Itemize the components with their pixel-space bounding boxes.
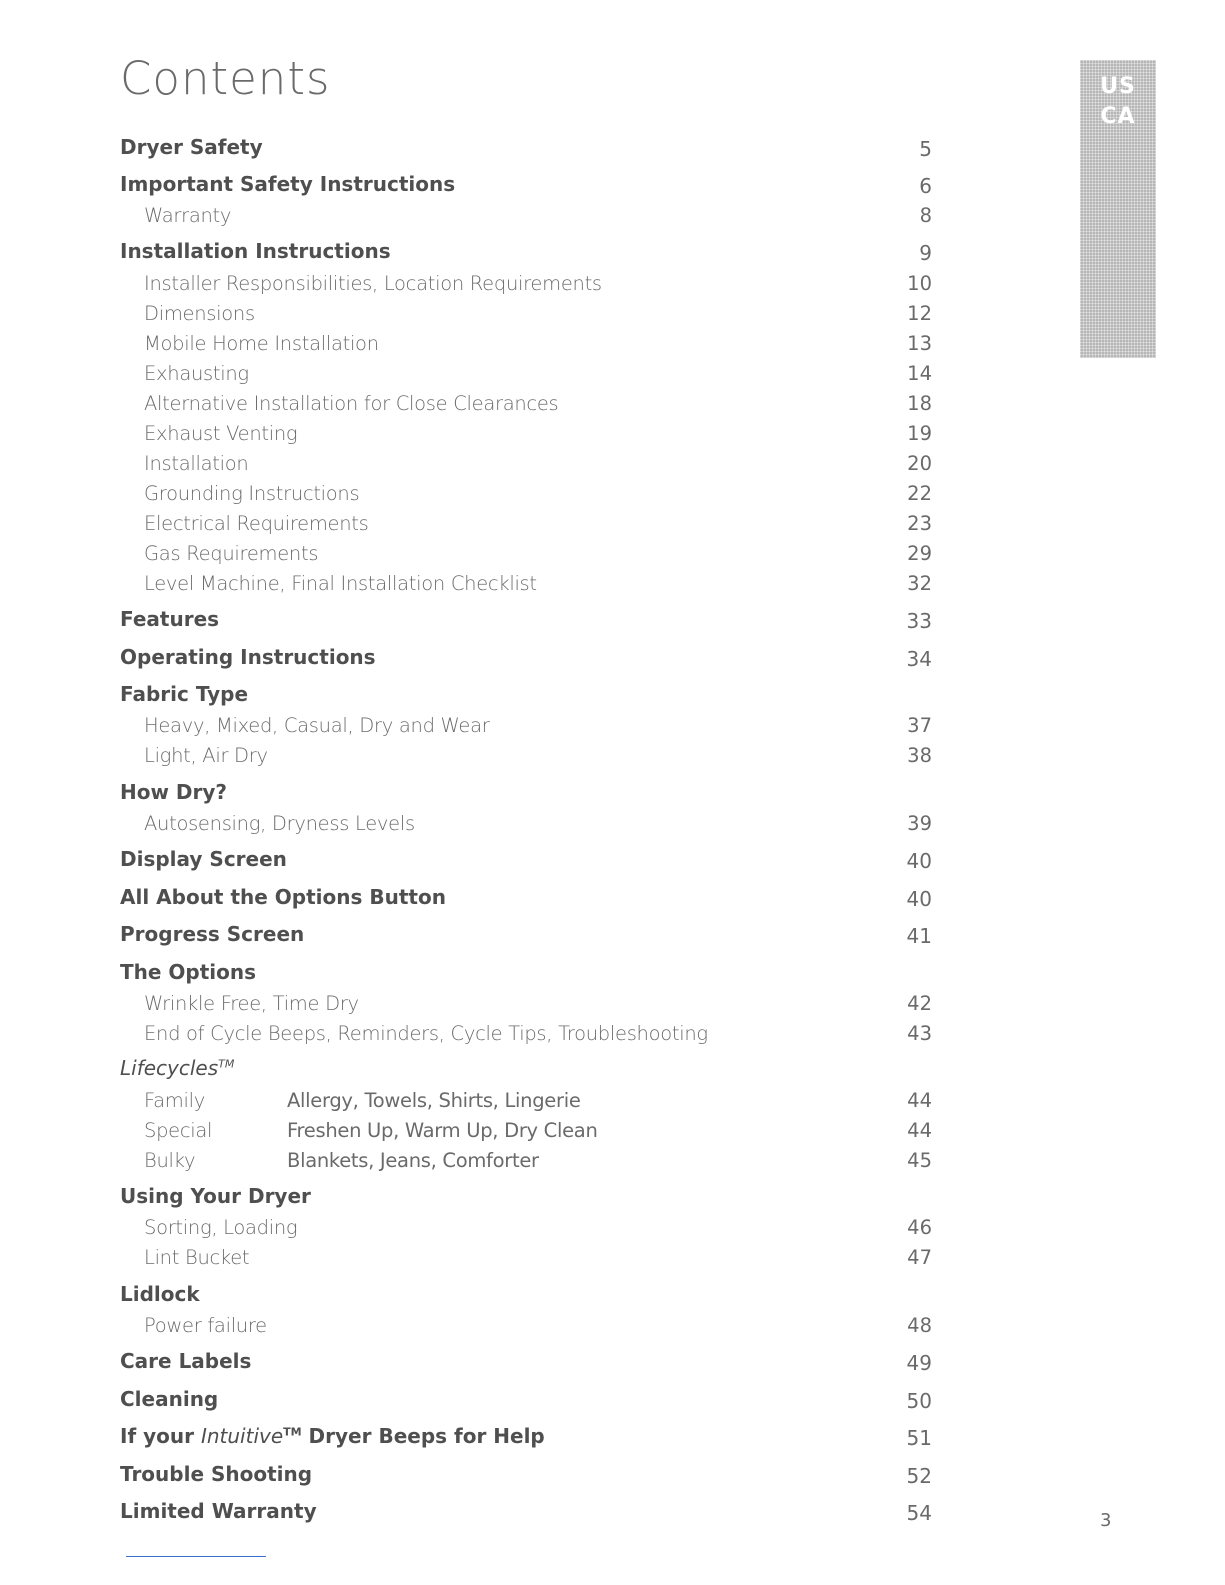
toc-entry-label: Special (144, 1119, 213, 1142)
toc-page-number: 12 (907, 302, 932, 325)
toc-entry-label: Wrinkle Free, Time Dry (144, 992, 359, 1015)
toc-entry-label: If your Intuitive™ Dryer Beeps for Help (120, 1424, 545, 1448)
toc-entry-label: Installation (144, 452, 249, 475)
toc-entry-label: Sorting, Loading (144, 1216, 298, 1239)
toc-entry-label: Lifecycles™ (120, 1056, 235, 1080)
toc-entry-label: Family (144, 1089, 205, 1112)
toc-page-number: 54 (906, 1501, 932, 1525)
toc-heading[interactable] (0, 1497, 1225, 1527)
toc-entry-label: How Dry? (120, 780, 228, 804)
toc-subentry[interactable] (0, 1085, 1225, 1115)
toc-subentry[interactable] (0, 808, 1225, 838)
toc-entry-label: Installer Responsibilities, Location Requirements (144, 272, 602, 295)
toc-page-number: 50 (906, 1389, 932, 1413)
toc-page-number: 41 (906, 924, 932, 948)
toc-heading[interactable] (0, 1460, 1225, 1490)
toc-entry-label: Features (120, 607, 220, 631)
toc-heading[interactable] (0, 778, 1225, 808)
toc-heading[interactable] (0, 1182, 1225, 1212)
toc-entry-label: Level Machine, Final Installation Checklist (144, 572, 537, 595)
toc-subentry[interactable] (0, 1115, 1225, 1145)
toc-subentry[interactable] (0, 1145, 1225, 1175)
toc-page-number: 40 (906, 887, 932, 911)
toc-entry-label: Care Labels (120, 1349, 252, 1373)
toc-page-number: 6 (919, 174, 932, 198)
toc-page-number: 29 (907, 542, 932, 565)
toc-subentry[interactable] (0, 988, 1225, 1018)
toc-page-number: 14 (907, 362, 932, 385)
toc-entry-label: Heavy, Mixed, Casual, Dry and Wear (144, 714, 490, 737)
toc-entry-label: Installation Instructions (120, 239, 391, 263)
toc-page-number: 13 (907, 332, 932, 355)
toc-entry-label: Bulky (144, 1149, 196, 1172)
toc-entry-label: All About the Options Button (120, 885, 446, 909)
toc-entry-label: Dryer Safety (120, 135, 263, 159)
toc-entry-label: Dimensions (144, 302, 255, 325)
toc-page-number: 32 (907, 572, 932, 595)
toc-entry-label: Trouble Shooting (120, 1462, 313, 1486)
toc-page-number: 20 (907, 452, 932, 475)
toc-subentry[interactable] (0, 740, 1225, 770)
toc-heading[interactable] (0, 920, 1225, 950)
toc-entry-label: Progress Screen (120, 922, 305, 946)
toc-entry-label: Power failure (144, 1314, 267, 1337)
toc-page-number: 48 (907, 1314, 932, 1337)
toc-subentry[interactable] (0, 1242, 1225, 1272)
toc-page-number: 47 (907, 1246, 932, 1269)
toc-entry-label: Grounding Instructions (144, 482, 360, 505)
toc-entry-label: Cleaning (120, 1387, 219, 1411)
toc-page-number: 44 (907, 1119, 932, 1142)
toc-heading[interactable] (0, 1385, 1225, 1415)
toc-page-number: 38 (907, 744, 932, 767)
toc-page-number: 9 (919, 241, 932, 265)
toc-subentry[interactable] (0, 1310, 1225, 1340)
toc-heading[interactable] (0, 1280, 1225, 1310)
page-number: 3 (1100, 1510, 1112, 1531)
toc-page-number: 52 (906, 1464, 932, 1488)
toc-heading[interactable] (0, 1347, 1225, 1377)
toc-heading[interactable] (0, 133, 1225, 163)
toc-subentry[interactable] (0, 568, 1225, 598)
toc-heading[interactable] (0, 1054, 1225, 1084)
toc-entry-label: Autosensing, Dryness Levels (144, 812, 415, 835)
toc-subentry[interactable] (0, 508, 1225, 538)
toc-page-number: 33 (906, 609, 932, 633)
toc-heading[interactable] (0, 883, 1225, 913)
toc-heading[interactable] (0, 958, 1225, 988)
toc-subentry[interactable] (0, 1018, 1225, 1048)
toc-page-number: 45 (907, 1149, 932, 1172)
toc-subentry[interactable] (0, 478, 1225, 508)
toc-heading[interactable] (0, 237, 1225, 267)
toc-page-number: 39 (907, 812, 932, 835)
toc-entry-label: Gas Requirements (144, 542, 319, 565)
toc-entry-detail: Freshen Up, Warm Up, Dry Clean (287, 1119, 598, 1142)
footer-rule (126, 1556, 266, 1557)
region-tab-ca: CA (1100, 104, 1136, 129)
toc-page-number: 49 (906, 1351, 932, 1375)
toc-heading[interactable] (0, 1422, 1225, 1452)
toc-page-number: 37 (907, 714, 932, 737)
toc-heading[interactable] (0, 643, 1225, 673)
page-title: Contents (120, 52, 331, 105)
toc-subentry[interactable] (0, 1212, 1225, 1242)
toc-entry-label: End of Cycle Beeps, Reminders, Cycle Tips, Troubleshooting (144, 1022, 708, 1045)
toc-heading[interactable] (0, 845, 1225, 875)
toc-page-number: 43 (907, 1022, 932, 1045)
toc-subentry[interactable] (0, 710, 1225, 740)
toc-page-number: 10 (907, 272, 932, 295)
toc-entry-detail: Allergy, Towels, Shirts, Lingerie (287, 1089, 581, 1112)
toc-entry-label: Lint Bucket (144, 1246, 250, 1269)
toc-subentry[interactable] (0, 268, 1225, 298)
toc-page-number: 22 (907, 482, 932, 505)
toc-entry-detail: Blankets, Jeans, Comforter (287, 1149, 539, 1172)
toc-entry-label: Warranty (144, 204, 232, 227)
toc-entry-label: Operating Instructions (120, 645, 376, 669)
toc-subentry[interactable] (0, 448, 1225, 478)
toc-entry-label: Display Screen (120, 847, 287, 871)
toc-entry-label: Lidlock (120, 1282, 200, 1306)
toc-page-number: 51 (906, 1426, 932, 1450)
toc-heading[interactable] (0, 170, 1225, 200)
toc-page-number: 8 (919, 204, 932, 227)
toc-page-number: 23 (907, 512, 932, 535)
toc-page-number: 46 (907, 1216, 932, 1239)
toc-entry-label: Limited Warranty (120, 1499, 317, 1523)
toc-entry-label: Mobile Home Installation (144, 332, 379, 355)
toc-page-number: 5 (919, 137, 932, 161)
toc-page-number: 44 (907, 1089, 932, 1112)
toc-page-number: 34 (906, 647, 932, 671)
toc-entry-label: The Options (120, 960, 257, 984)
region-tab-us: US (1100, 74, 1136, 99)
toc-subentry[interactable] (0, 538, 1225, 568)
toc-entry-label: Alternative Installation for Close Clearances (144, 392, 559, 415)
toc-entry-label: Light, Air Dry (144, 744, 268, 767)
toc-entry-label: Important Safety Instructions (120, 172, 456, 196)
toc-heading[interactable] (0, 605, 1225, 635)
toc-subentry[interactable] (0, 388, 1225, 418)
toc-page-number: 18 (907, 392, 932, 415)
toc-subentry[interactable] (0, 200, 1225, 230)
toc-entry-label: Using Your Dryer (120, 1184, 311, 1208)
toc-entry-label: Fabric Type (120, 682, 249, 706)
toc-entry-label: Exhausting (144, 362, 249, 385)
toc-subentry[interactable] (0, 298, 1225, 328)
toc-heading[interactable] (0, 680, 1225, 710)
toc-entry-label: Exhaust Venting (144, 422, 298, 445)
toc-page-number: 40 (906, 849, 932, 873)
toc-page-number: 19 (907, 422, 932, 445)
toc-subentry[interactable] (0, 418, 1225, 448)
toc-page-number: 42 (907, 992, 932, 1015)
toc-subentry[interactable] (0, 328, 1225, 358)
toc-subentry[interactable] (0, 358, 1225, 388)
toc-entry-label: Electrical Requirements (144, 512, 369, 535)
